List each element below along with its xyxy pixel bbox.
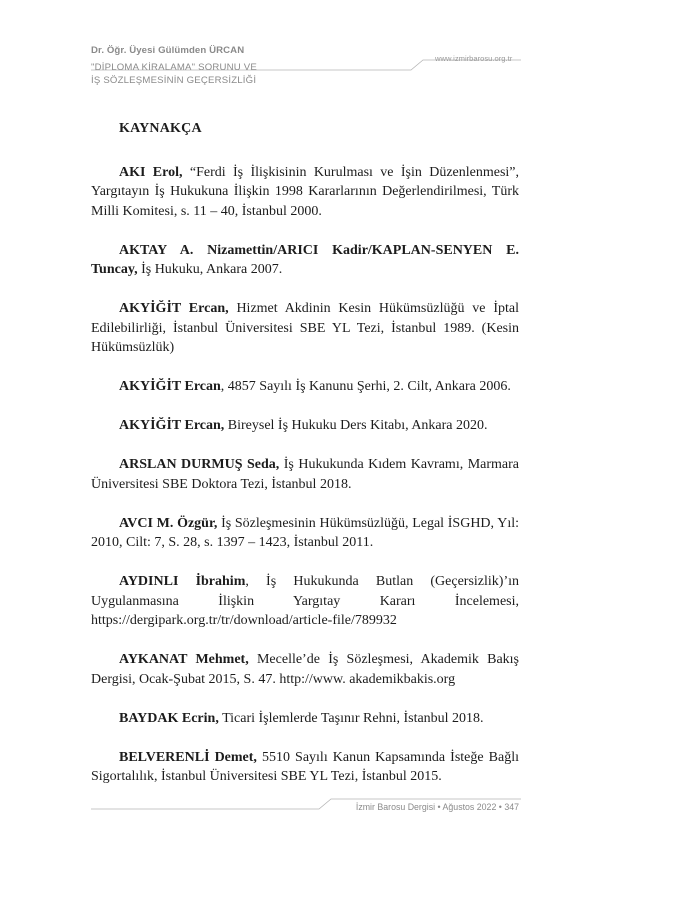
reference-entry (91, 514, 519, 553)
reference-author: AKYİĞİT Ercan, (119, 418, 225, 433)
reference-author: AYKANAT Mehmet, (119, 652, 249, 667)
reference-author: BAYDAK Ecrin, (119, 710, 219, 726)
reference-entry (91, 377, 519, 397)
reference-author: AKYİĞİT Ercan (119, 379, 221, 394)
running-header-author: Dr. Öğr. Üyesi Gülümden ÜRCAN (91, 45, 245, 56)
running-header-title (91, 62, 257, 87)
reference-author: AKTAY A. Nizamettin/ARICI Kadir/KAPLAN-SENYEN E. Tuncay, (91, 242, 519, 277)
reference-text: , 4857 Sayılı İş Kanunu Şerhi, 2. Cilt, Ankara 2006. (220, 379, 511, 394)
reference-entry (91, 650, 519, 689)
running-header-title-line-2: İŞ SÖZLEŞMESİNİN GEÇERSİZLİĞİ (91, 74, 257, 86)
reference-text: İş Hukuku, Ankara 2007. (137, 262, 283, 277)
reference-text: Mecelle’de İş Sözleşmesi, Akademik Bakış Dergisi, Ocak-Şubat 2015, S. 47. http://www. akademikbakis.org (91, 652, 519, 687)
reference-author: BELVERENLİ Demet, (119, 749, 257, 765)
reference-entry (91, 709, 519, 729)
reference-entry (91, 416, 519, 436)
reference-entry (91, 299, 519, 358)
reference-text: “Ferdi İş İlişkisinin Kurulması ve İşin Düzenlenmesi”, Yargıtayın İş Hukukuna İlişkin 1998 Kararlarının Değerlendirilmesi, Türk Milli Komitesi, s. 11 – 40, İstanbul 2000. (91, 164, 519, 219)
reference-author: AVCI M. Özgür, (119, 515, 218, 531)
reference-text: Hizmet Akdinin Kesin Hükümsüzlüğü ve İptal Edilebilirliği, İstanbul Üniversitesi SBE YL Tezi, İstanbul 1989. (Kesin Hükümsüzlük) (91, 301, 519, 355)
reference-text: Bireysel İş Hukuku Ders Kitabı, Ankara 2020. (224, 418, 488, 433)
bibliography (91, 119, 519, 806)
reference-entry (91, 572, 519, 631)
reference-entry (91, 163, 519, 222)
reference-entry (91, 748, 519, 787)
running-header-url: www.izmirbarosu.org.tr (435, 54, 513, 63)
reference-entry (91, 455, 519, 494)
reference-text: İş Sözleşmesinin Hükümsüzlüğü, Legal İSGHD, Yıl: 2010, Cilt: 7, S. 28, s. 1397 – 1423, İstanbul 2011. (91, 515, 519, 550)
running-footer: İzmir Barosu Dergisi • Ağustos 2022 • 347 (355, 802, 519, 812)
reference-text: Ticari İşlemlerde Taşınır Rehni, İstanbul 2018. (218, 710, 484, 726)
reference-author: AYDINLI İbrahim (119, 574, 246, 589)
reference-text: 5510 Sayılı Kanun Kapsamında İsteğe Bağlı Sigortalılık, İstanbul Üniversitesi SBE YL Tezi, İstanbul 2015. (91, 749, 519, 784)
running-header-title-line-1: "DİPLOMA KİRALAMA" SORUNU VE (91, 62, 257, 73)
reference-author: AKI Erol, (119, 164, 183, 180)
reference-text: , İş Hukukunda Butlan (Geçersizlik)’ın Uygulanmasına İlişkin Yargıtay Kararı İncelemesi, https://dergipark.org.tr/tr/download/article-file/789932 (91, 574, 519, 628)
reference-author: ARSLAN DURMUŞ Seda, (119, 457, 280, 472)
reference-text: İş Hukukunda Kıdem Kavramı, Marmara Üniversitesi SBE Doktora Tezi, İstanbul 2018. (91, 457, 519, 492)
section-title: KAYNAKÇA (119, 121, 202, 136)
reference-author: AKYİĞİT Ercan, (119, 301, 229, 316)
reference-entry (91, 241, 519, 280)
